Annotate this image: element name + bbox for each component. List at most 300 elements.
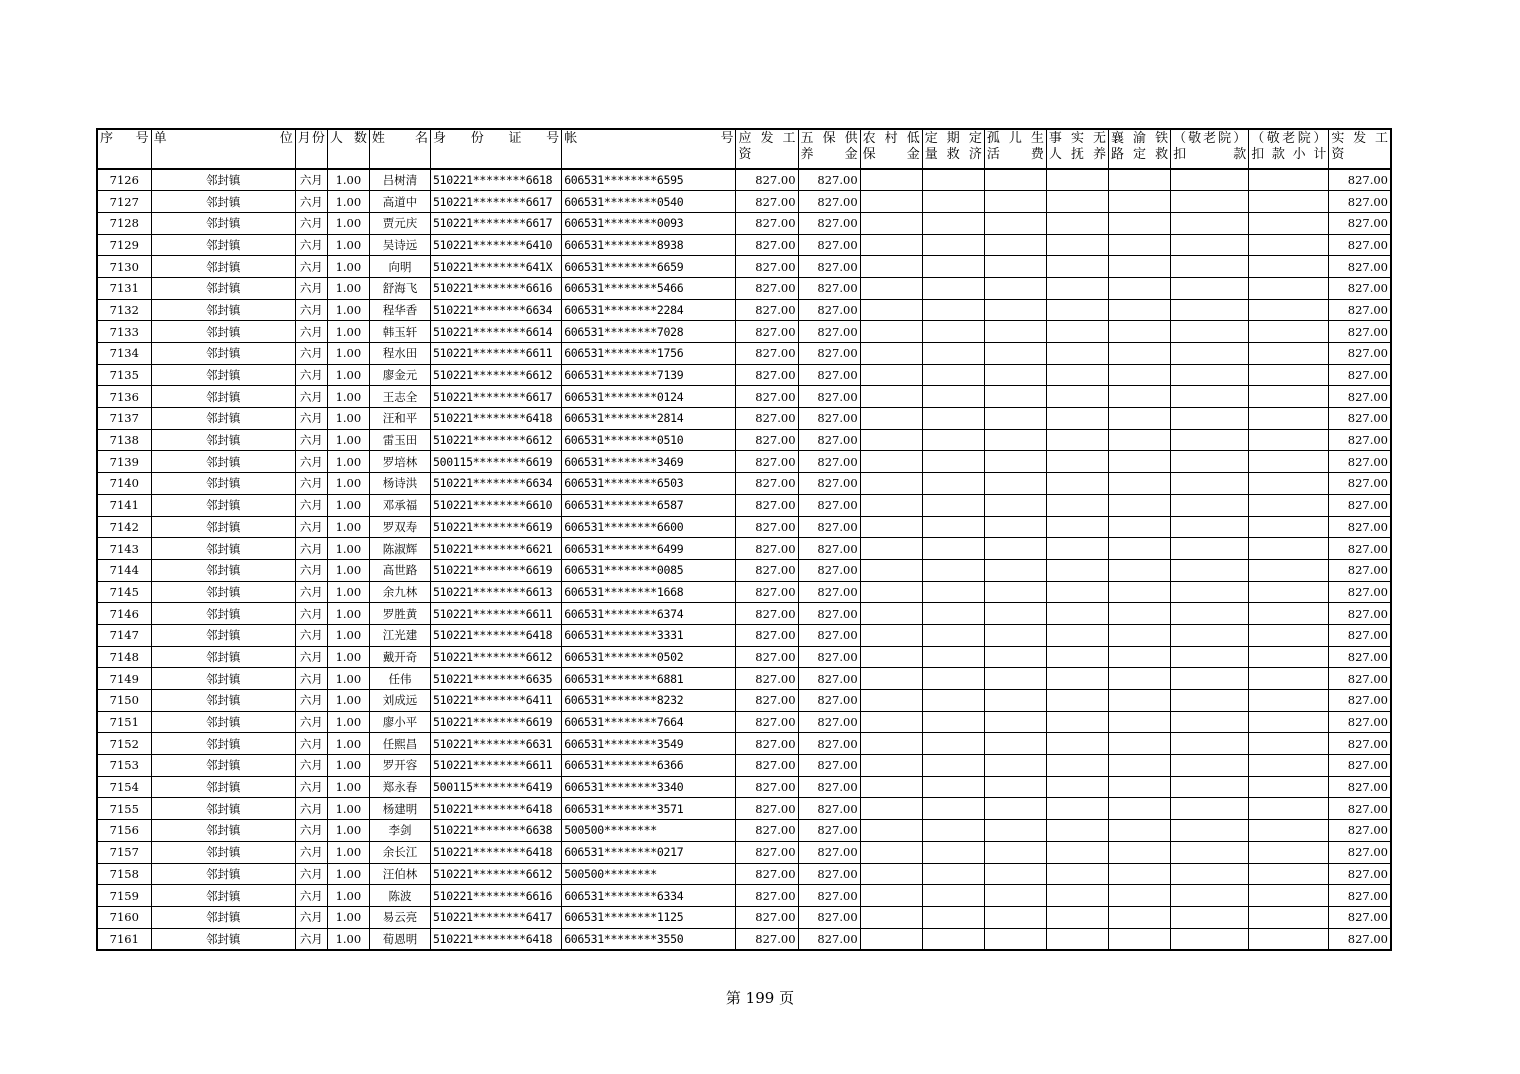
cell-deduct xyxy=(1171,191,1249,213)
cell-month: 六月 xyxy=(295,169,327,191)
cell-dingqi xyxy=(922,343,984,365)
cell-unit: 邻封镇 xyxy=(151,429,295,451)
cell-due: 827.00 xyxy=(736,343,798,365)
cell-guer xyxy=(984,191,1046,213)
cell-id: 510221********6614 xyxy=(431,321,562,343)
table-row xyxy=(97,343,1391,365)
cell-dibao xyxy=(860,928,922,950)
cell-unit: 邻封镇 xyxy=(151,733,295,755)
cell-net: 827.00 xyxy=(1329,299,1391,321)
table-row xyxy=(97,863,1391,885)
cell-wubao: 827.00 xyxy=(798,386,860,408)
col-header-name: 姓 名 xyxy=(369,129,430,169)
cell-deduct-subtotal xyxy=(1249,603,1329,625)
cell-shishi xyxy=(1046,733,1108,755)
cell-id: 500115********6419 xyxy=(431,776,562,798)
cell-guer xyxy=(984,885,1046,907)
cell-dingqi xyxy=(922,906,984,928)
cell-no: 7138 xyxy=(97,429,151,451)
cell-count: 1.00 xyxy=(327,820,369,842)
cell-dibao xyxy=(860,776,922,798)
cell-id: 510221********6613 xyxy=(431,581,562,603)
cell-shishi xyxy=(1046,624,1108,646)
table-row xyxy=(97,646,1391,668)
cell-no: 7134 xyxy=(97,343,151,365)
cell-name: 向明 xyxy=(369,256,430,278)
cell-due: 827.00 xyxy=(736,559,798,581)
cell-wubao: 827.00 xyxy=(798,451,860,473)
cell-account: 606531********6366 xyxy=(562,755,736,777)
cell-no: 7131 xyxy=(97,277,151,299)
cell-guer xyxy=(984,668,1046,690)
col-header-wubao: 五 保 供 养 金 xyxy=(798,129,860,169)
cell-net: 827.00 xyxy=(1329,516,1391,538)
cell-shishi xyxy=(1046,321,1108,343)
table-row xyxy=(97,755,1391,777)
cell-net: 827.00 xyxy=(1329,906,1391,928)
cell-wubao: 827.00 xyxy=(798,429,860,451)
table-row xyxy=(97,603,1391,625)
cell-due: 827.00 xyxy=(736,191,798,213)
table-row xyxy=(97,906,1391,928)
cell-dingqi xyxy=(922,451,984,473)
col-header-deduct: （敬老院）扣 款 xyxy=(1171,129,1249,169)
cell-deduct-subtotal xyxy=(1249,212,1329,234)
cell-shishi xyxy=(1046,386,1108,408)
cell-no: 7155 xyxy=(97,798,151,820)
table-row xyxy=(97,798,1391,820)
cell-name: 廖小平 xyxy=(369,711,430,733)
cell-guer xyxy=(984,494,1046,516)
cell-month: 六月 xyxy=(295,798,327,820)
cell-id: 510221********6619 xyxy=(431,516,562,538)
cell-no: 7142 xyxy=(97,516,151,538)
cell-wubao: 827.00 xyxy=(798,711,860,733)
cell-guer xyxy=(984,711,1046,733)
cell-name: 荀恩明 xyxy=(369,928,430,950)
table-row xyxy=(97,885,1391,907)
cell-count: 1.00 xyxy=(327,321,369,343)
cell-xiangyu xyxy=(1109,408,1171,430)
cell-wubao: 827.00 xyxy=(798,581,860,603)
cell-dingqi xyxy=(922,516,984,538)
cell-count: 1.00 xyxy=(327,906,369,928)
cell-guer xyxy=(984,581,1046,603)
cell-dibao xyxy=(860,256,922,278)
cell-count: 1.00 xyxy=(327,928,369,950)
cell-dingqi xyxy=(922,494,984,516)
cell-net: 827.00 xyxy=(1329,863,1391,885)
cell-dingqi xyxy=(922,820,984,842)
cell-guer xyxy=(984,321,1046,343)
cell-name: 任熙昌 xyxy=(369,733,430,755)
cell-net: 827.00 xyxy=(1329,646,1391,668)
cell-dibao xyxy=(860,429,922,451)
cell-deduct-subtotal xyxy=(1249,690,1329,712)
cell-dingqi xyxy=(922,429,984,451)
cell-wubao: 827.00 xyxy=(798,559,860,581)
cell-month: 六月 xyxy=(295,386,327,408)
cell-name: 余九林 xyxy=(369,581,430,603)
cell-no: 7135 xyxy=(97,364,151,386)
cell-month: 六月 xyxy=(295,343,327,365)
cell-month: 六月 xyxy=(295,473,327,495)
cell-account: 500500******** xyxy=(562,820,736,842)
table-row xyxy=(97,494,1391,516)
cell-deduct xyxy=(1171,494,1249,516)
table-row xyxy=(97,169,1391,191)
cell-id: 500115********6619 xyxy=(431,451,562,473)
cell-shishi xyxy=(1046,256,1108,278)
col-header-deduct-subtotal: （敬老院）扣 款 小 计 xyxy=(1249,129,1329,169)
cell-dibao xyxy=(860,690,922,712)
cell-xiangyu xyxy=(1109,798,1171,820)
cell-deduct xyxy=(1171,516,1249,538)
cell-month: 六月 xyxy=(295,885,327,907)
cell-due: 827.00 xyxy=(736,538,798,560)
cell-dingqi xyxy=(922,668,984,690)
cell-month: 六月 xyxy=(295,776,327,798)
cell-net: 827.00 xyxy=(1329,343,1391,365)
cell-no: 7159 xyxy=(97,885,151,907)
cell-guer xyxy=(984,364,1046,386)
cell-wubao: 827.00 xyxy=(798,776,860,798)
cell-no: 7144 xyxy=(97,559,151,581)
cell-count: 1.00 xyxy=(327,256,369,278)
cell-month: 六月 xyxy=(295,906,327,928)
table-row xyxy=(97,820,1391,842)
cell-account: 606531********2284 xyxy=(562,299,736,321)
cell-id: 510221********6612 xyxy=(431,364,562,386)
table-row xyxy=(97,429,1391,451)
header-row xyxy=(97,129,1391,169)
cell-id: 510221********6418 xyxy=(431,624,562,646)
cell-month: 六月 xyxy=(295,364,327,386)
cell-dingqi xyxy=(922,212,984,234)
cell-account: 606531********1668 xyxy=(562,581,736,603)
cell-unit: 邻封镇 xyxy=(151,494,295,516)
cell-due: 827.00 xyxy=(736,820,798,842)
cell-dingqi xyxy=(922,690,984,712)
cell-name: 程水田 xyxy=(369,343,430,365)
cell-deduct-subtotal xyxy=(1249,343,1329,365)
cell-id: 510221********6616 xyxy=(431,277,562,299)
cell-deduct xyxy=(1171,473,1249,495)
cell-shishi xyxy=(1046,863,1108,885)
cell-dingqi xyxy=(922,863,984,885)
cell-no: 7130 xyxy=(97,256,151,278)
cell-name: 郑永春 xyxy=(369,776,430,798)
cell-count: 1.00 xyxy=(327,755,369,777)
cell-dingqi xyxy=(922,386,984,408)
cell-xiangyu xyxy=(1109,755,1171,777)
cell-shishi xyxy=(1046,668,1108,690)
cell-count: 1.00 xyxy=(327,646,369,668)
cell-guer xyxy=(984,299,1046,321)
cell-unit: 邻封镇 xyxy=(151,603,295,625)
cell-deduct xyxy=(1171,711,1249,733)
cell-month: 六月 xyxy=(295,646,327,668)
cell-month: 六月 xyxy=(295,711,327,733)
cell-deduct xyxy=(1171,624,1249,646)
cell-xiangyu xyxy=(1109,928,1171,950)
cell-month: 六月 xyxy=(295,581,327,603)
cell-unit: 邻封镇 xyxy=(151,646,295,668)
cell-month: 六月 xyxy=(295,451,327,473)
cell-due: 827.00 xyxy=(736,277,798,299)
cell-account: 606531********3331 xyxy=(562,624,736,646)
cell-count: 1.00 xyxy=(327,581,369,603)
cell-unit: 邻封镇 xyxy=(151,277,295,299)
cell-account: 606531********0217 xyxy=(562,841,736,863)
cell-count: 1.00 xyxy=(327,798,369,820)
cell-xiangyu xyxy=(1109,516,1171,538)
cell-net: 827.00 xyxy=(1329,928,1391,950)
cell-due: 827.00 xyxy=(736,212,798,234)
cell-deduct xyxy=(1171,798,1249,820)
cell-wubao: 827.00 xyxy=(798,364,860,386)
cell-account: 606531********0502 xyxy=(562,646,736,668)
cell-wubao: 827.00 xyxy=(798,690,860,712)
cell-name: 任伟 xyxy=(369,668,430,690)
cell-dingqi xyxy=(922,299,984,321)
cell-name: 余长江 xyxy=(369,841,430,863)
cell-name: 江光建 xyxy=(369,624,430,646)
cell-dingqi xyxy=(922,234,984,256)
cell-deduct-subtotal xyxy=(1249,581,1329,603)
cell-xiangyu xyxy=(1109,299,1171,321)
cell-deduct-subtotal xyxy=(1249,755,1329,777)
cell-month: 六月 xyxy=(295,429,327,451)
cell-no: 7151 xyxy=(97,711,151,733)
cell-unit: 邻封镇 xyxy=(151,841,295,863)
cell-due: 827.00 xyxy=(736,256,798,278)
cell-unit: 邻封镇 xyxy=(151,906,295,928)
cell-month: 六月 xyxy=(295,516,327,538)
table-row xyxy=(97,277,1391,299)
cell-xiangyu xyxy=(1109,559,1171,581)
col-header-shishi: 事 实 无 人 抚 养 xyxy=(1046,129,1108,169)
cell-month: 六月 xyxy=(295,321,327,343)
cell-xiangyu xyxy=(1109,603,1171,625)
cell-guer xyxy=(984,820,1046,842)
cell-net: 827.00 xyxy=(1329,386,1391,408)
cell-unit: 邻封镇 xyxy=(151,559,295,581)
cell-shishi xyxy=(1046,559,1108,581)
cell-deduct xyxy=(1171,321,1249,343)
cell-id: 510221********6617 xyxy=(431,386,562,408)
cell-shishi xyxy=(1046,451,1108,473)
cell-due: 827.00 xyxy=(736,451,798,473)
cell-count: 1.00 xyxy=(327,429,369,451)
cell-due: 827.00 xyxy=(736,299,798,321)
cell-name: 汪和平 xyxy=(369,408,430,430)
cell-net: 827.00 xyxy=(1329,473,1391,495)
cell-deduct xyxy=(1171,690,1249,712)
cell-deduct xyxy=(1171,299,1249,321)
cell-dingqi xyxy=(922,776,984,798)
table-row xyxy=(97,451,1391,473)
cell-guer xyxy=(984,234,1046,256)
cell-id: 510221********6617 xyxy=(431,191,562,213)
cell-unit: 邻封镇 xyxy=(151,299,295,321)
cell-shishi xyxy=(1046,928,1108,950)
cell-shishi xyxy=(1046,885,1108,907)
cell-dibao xyxy=(860,212,922,234)
table-row xyxy=(97,386,1391,408)
cell-net: 827.00 xyxy=(1329,776,1391,798)
cell-count: 1.00 xyxy=(327,559,369,581)
table-row xyxy=(97,668,1391,690)
cell-dibao xyxy=(860,299,922,321)
cell-due: 827.00 xyxy=(736,798,798,820)
cell-due: 827.00 xyxy=(736,885,798,907)
cell-guer xyxy=(984,277,1046,299)
cell-no: 7146 xyxy=(97,603,151,625)
cell-deduct xyxy=(1171,841,1249,863)
cell-guer xyxy=(984,928,1046,950)
cell-due: 827.00 xyxy=(736,863,798,885)
cell-deduct xyxy=(1171,603,1249,625)
cell-wubao: 827.00 xyxy=(798,646,860,668)
cell-count: 1.00 xyxy=(327,299,369,321)
cell-count: 1.00 xyxy=(327,624,369,646)
cell-dibao xyxy=(860,885,922,907)
cell-count: 1.00 xyxy=(327,494,369,516)
cell-deduct xyxy=(1171,820,1249,842)
col-header-dibao: 农 村 低 保 金 xyxy=(860,129,922,169)
cell-deduct xyxy=(1171,234,1249,256)
cell-id: 510221********6612 xyxy=(431,646,562,668)
cell-dibao xyxy=(860,321,922,343)
cell-deduct-subtotal xyxy=(1249,429,1329,451)
cell-wubao: 827.00 xyxy=(798,494,860,516)
table-row xyxy=(97,733,1391,755)
cell-deduct xyxy=(1171,776,1249,798)
cell-guer xyxy=(984,538,1046,560)
cell-due: 827.00 xyxy=(736,668,798,690)
cell-net: 827.00 xyxy=(1329,603,1391,625)
cell-wubao: 827.00 xyxy=(798,277,860,299)
cell-count: 1.00 xyxy=(327,277,369,299)
cell-no: 7147 xyxy=(97,624,151,646)
table-row xyxy=(97,299,1391,321)
col-header-account: 帐 号 xyxy=(562,129,736,169)
cell-dibao xyxy=(860,538,922,560)
cell-due: 827.00 xyxy=(736,711,798,733)
cell-deduct-subtotal xyxy=(1249,776,1329,798)
cell-xiangyu xyxy=(1109,234,1171,256)
cell-count: 1.00 xyxy=(327,364,369,386)
cell-dingqi xyxy=(922,755,984,777)
cell-id: 510221********6617 xyxy=(431,212,562,234)
cell-unit: 邻封镇 xyxy=(151,212,295,234)
cell-xiangyu xyxy=(1109,429,1171,451)
cell-account: 606531********6374 xyxy=(562,603,736,625)
cell-account: 606531********0510 xyxy=(562,429,736,451)
table-row xyxy=(97,191,1391,213)
cell-deduct-subtotal xyxy=(1249,386,1329,408)
cell-xiangyu xyxy=(1109,212,1171,234)
cell-account: 606531********0085 xyxy=(562,559,736,581)
cell-deduct xyxy=(1171,755,1249,777)
cell-name: 罗双寿 xyxy=(369,516,430,538)
table-row xyxy=(97,559,1391,581)
cell-no: 7158 xyxy=(97,863,151,885)
cell-guer xyxy=(984,386,1046,408)
cell-unit: 邻封镇 xyxy=(151,928,295,950)
cell-dingqi xyxy=(922,256,984,278)
cell-deduct-subtotal xyxy=(1249,256,1329,278)
cell-due: 827.00 xyxy=(736,755,798,777)
cell-net: 827.00 xyxy=(1329,538,1391,560)
col-header-id: 身 份 证 号 xyxy=(431,129,562,169)
cell-dingqi xyxy=(922,538,984,560)
cell-dingqi xyxy=(922,711,984,733)
col-header-net: 实 发 工 资 xyxy=(1329,129,1391,169)
cell-dingqi xyxy=(922,581,984,603)
cell-count: 1.00 xyxy=(327,733,369,755)
cell-unit: 邻封镇 xyxy=(151,234,295,256)
cell-due: 827.00 xyxy=(736,429,798,451)
cell-net: 827.00 xyxy=(1329,841,1391,863)
cell-shishi xyxy=(1046,212,1108,234)
cell-account: 606531********0124 xyxy=(562,386,736,408)
cell-wubao: 827.00 xyxy=(798,798,860,820)
cell-account: 606531********6600 xyxy=(562,516,736,538)
cell-net: 827.00 xyxy=(1329,690,1391,712)
table-row xyxy=(97,581,1391,603)
cell-dibao xyxy=(860,516,922,538)
cell-wubao: 827.00 xyxy=(798,169,860,191)
cell-xiangyu xyxy=(1109,906,1171,928)
cell-due: 827.00 xyxy=(736,494,798,516)
cell-unit: 邻封镇 xyxy=(151,711,295,733)
cell-no: 7139 xyxy=(97,451,151,473)
cell-no: 7126 xyxy=(97,169,151,191)
col-header-unit: 单 位 xyxy=(151,129,295,169)
cell-account: 606531********8232 xyxy=(562,690,736,712)
cell-shishi xyxy=(1046,711,1108,733)
cell-no: 7157 xyxy=(97,841,151,863)
cell-month: 六月 xyxy=(295,690,327,712)
cell-shishi xyxy=(1046,646,1108,668)
cell-id: 510221********6631 xyxy=(431,733,562,755)
cell-guer xyxy=(984,256,1046,278)
cell-month: 六月 xyxy=(295,191,327,213)
cell-due: 827.00 xyxy=(736,928,798,950)
cell-account: 606531********0093 xyxy=(562,212,736,234)
cell-month: 六月 xyxy=(295,559,327,581)
cell-due: 827.00 xyxy=(736,603,798,625)
table-row xyxy=(97,256,1391,278)
cell-deduct-subtotal xyxy=(1249,473,1329,495)
cell-unit: 邻封镇 xyxy=(151,516,295,538)
cell-dibao xyxy=(860,473,922,495)
cell-unit: 邻封镇 xyxy=(151,755,295,777)
cell-net: 827.00 xyxy=(1329,885,1391,907)
cell-id: 510221********6612 xyxy=(431,863,562,885)
cell-xiangyu xyxy=(1109,343,1171,365)
cell-wubao: 827.00 xyxy=(798,841,860,863)
cell-dibao xyxy=(860,408,922,430)
cell-no: 7141 xyxy=(97,494,151,516)
cell-dibao xyxy=(860,234,922,256)
cell-no: 7127 xyxy=(97,191,151,213)
cell-wubao: 827.00 xyxy=(798,321,860,343)
cell-month: 六月 xyxy=(295,733,327,755)
cell-deduct-subtotal xyxy=(1249,668,1329,690)
